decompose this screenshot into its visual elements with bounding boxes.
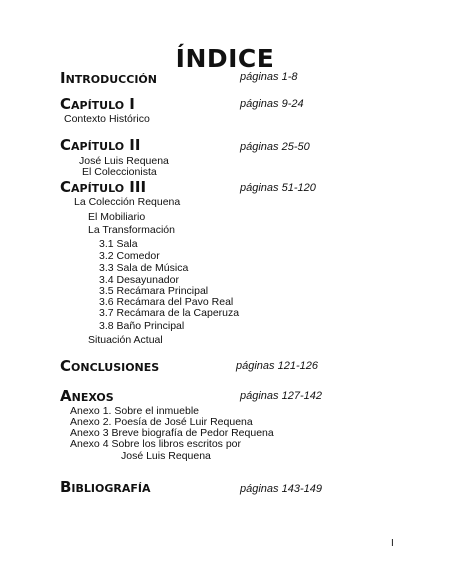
section-heading-capitulo-3: Capítulo III bbox=[60, 178, 147, 196]
page-title: ÍNDICE bbox=[175, 44, 275, 73]
toc-item: Anexo 2. Poesía de José Luir Requena bbox=[70, 416, 253, 428]
toc-item: Anexo 1. Sobre el inmueble bbox=[70, 405, 199, 417]
toc-item: El Coleccionista bbox=[82, 166, 157, 178]
section-pages-capitulo-1: páginas 9-24 bbox=[240, 98, 304, 110]
section-pages-anexos: páginas 127-142 bbox=[240, 390, 322, 402]
section-pages-capitulo-3: páginas 51-120 bbox=[240, 182, 316, 194]
toc-item: 3.2 Comedor bbox=[99, 250, 160, 262]
section-pages-capitulo-2: páginas 25-50 bbox=[240, 141, 310, 153]
toc-item: La Transformación bbox=[88, 224, 175, 236]
toc-item: El Mobiliario bbox=[88, 211, 146, 223]
toc-item: José Luis Requena bbox=[79, 155, 169, 167]
toc-item: 3.7 Recámara de la Caperuza bbox=[99, 307, 240, 319]
section-heading-introduccion: Introducción bbox=[60, 69, 157, 87]
toc-item: 3.5 Recámara Principal bbox=[99, 285, 209, 297]
toc-item: Anexo 4 Sobre los libros escritos por bbox=[70, 438, 241, 450]
toc-item: José Luis Requena bbox=[121, 450, 211, 462]
toc-item: 3.1 Sala bbox=[99, 238, 138, 250]
toc-item: Situación Actual bbox=[88, 334, 163, 346]
section-pages-introduccion: páginas 1-8 bbox=[240, 71, 298, 83]
section-heading-conclusiones: Conclusiones bbox=[60, 357, 160, 375]
toc-item: La Colección Requena bbox=[74, 196, 181, 208]
section-heading-bibliografia: Bibliografía bbox=[60, 478, 151, 496]
page-number: I bbox=[391, 538, 394, 549]
toc-item: 3.6 Recámara del Pavo Real bbox=[99, 296, 234, 308]
toc-item: 3.4 Desayunador bbox=[99, 274, 179, 286]
toc-item: Anexo 3 Breve biografía de Pedor Requena bbox=[70, 427, 274, 439]
toc-item: Contexto Histórico bbox=[64, 113, 150, 125]
section-heading-capitulo-1: Capítulo I bbox=[60, 95, 135, 113]
section-heading-anexos: Anexos bbox=[60, 387, 114, 405]
section-pages-conclusiones: páginas 121-126 bbox=[236, 360, 318, 372]
toc-item: 3.3 Sala de Música bbox=[99, 262, 189, 274]
toc-item: 3.8 Baño Principal bbox=[99, 320, 185, 332]
section-pages-bibliografia: páginas 143-149 bbox=[240, 483, 322, 495]
section-heading-capitulo-2: Capítulo II bbox=[60, 136, 141, 154]
